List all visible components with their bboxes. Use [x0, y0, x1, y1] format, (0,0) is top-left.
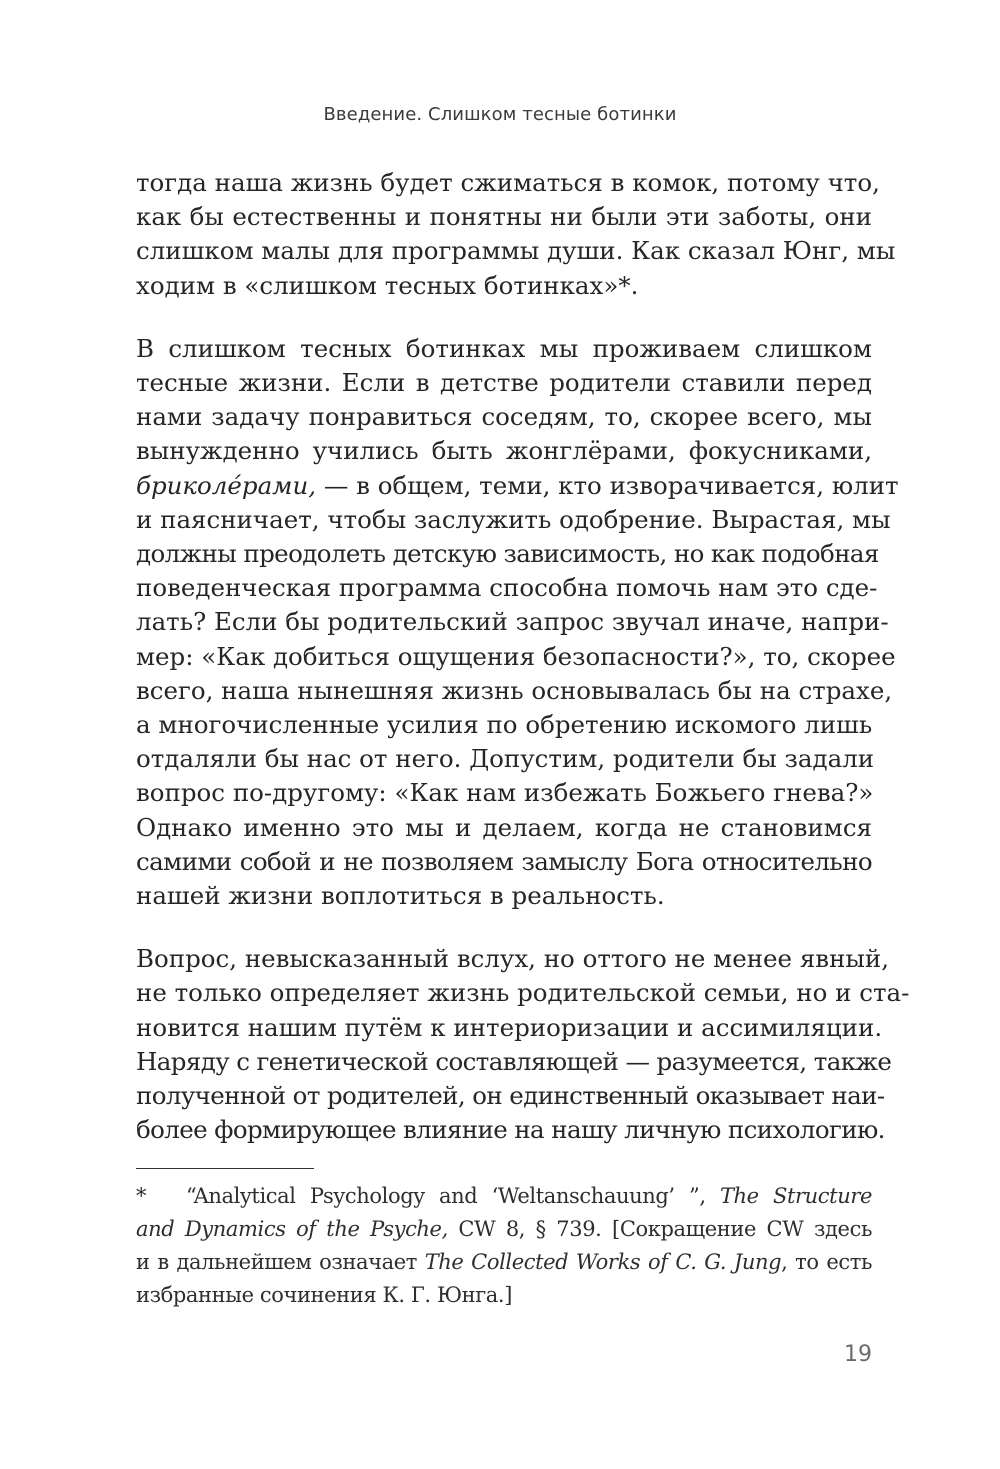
text-fragment: — в общем, теми, кто изворачивается, юлит: [316, 470, 899, 500]
text-line: Вопрос, невысказанный вслух, но оттого не менее явный,: [136, 944, 890, 974]
text-line: слишком малы для программы души. Как сказал Юнг, мы: [136, 236, 896, 266]
text-fragment: , то есть: [781, 1250, 872, 1274]
text-line: Наряду с генетической составляющей — разумеется, также: [136, 1046, 892, 1076]
text-fragment: “Analytical Psychology and ‘Weltanschauung’ ”,: [186, 1184, 720, 1208]
footnote: [136, 1180, 872, 1312]
text-line: полученной от родителей, он единственный оказывает наи-: [136, 1081, 885, 1111]
page-number: 19: [844, 1342, 872, 1367]
italic-title: The Collected Works of C. G. Jung: [424, 1250, 782, 1274]
text-line: нашей жизни воплотиться в реальность.: [136, 881, 665, 911]
text-line: новится нашим путём к интериоризации и ассимиляции.: [136, 1012, 883, 1042]
italic-title: and Dynamics of the Psyche,: [136, 1217, 448, 1241]
text-line: и паясничает, чтобы заслужить одобрение. Вырастая, мы: [136, 504, 891, 534]
text-fragment: CW 8, § 739. [Сокращение CW здесь: [447, 1217, 872, 1241]
footnote-line: [136, 1213, 872, 1246]
footnote-line: [136, 1246, 872, 1279]
running-header: Введение. Слишком тесные ботинки: [323, 104, 677, 125]
text-line: Однако именно это мы и делаем, когда не становимся: [136, 812, 872, 842]
text-line: ходим в «слишком тесных ботинках»*.: [136, 270, 639, 300]
text-line: не только определяет жизнь родительской семьи, но и ста-: [136, 978, 910, 1008]
footnote-line: [136, 1180, 872, 1213]
paragraph-2: [136, 332, 899, 913]
text-line-mixed: [136, 469, 899, 503]
text-line: вынужденно учились быть жонглёрами, фокусниками,: [136, 436, 872, 466]
text-line: более формирующее влияние на нашу личную психологию.: [136, 1115, 885, 1145]
text-line: самими собой и не позволяем замыслу Бога относительно: [136, 846, 872, 876]
italic-title: The Structure: [719, 1184, 872, 1208]
footnote-divider: [136, 1168, 314, 1169]
text-line: тесные жизни. Если в детстве родители ставили перед: [136, 368, 872, 398]
text-line: всего, наша нынешняя жизнь основывалась бы на страхе,: [136, 675, 893, 705]
text-line: как бы естественны и понятны ни были эти заботы, они: [136, 202, 872, 232]
text-line: мер: «Как добиться ощущения безопасности?», то, скорее: [136, 641, 896, 671]
footnote-marker: *: [136, 1184, 147, 1208]
footnote-line: избранные сочинения К. Г. Юнга.]: [136, 1283, 512, 1307]
text-line: должны преодолеть детскую зависимость, но как подобная: [136, 539, 879, 569]
text-line: поведенческая программа способна помочь нам это сде-: [136, 573, 878, 603]
text-line: а многочисленные усилия по обретению искомого лишь: [136, 710, 873, 740]
paragraph-1: [136, 166, 896, 303]
text-line: тогда наша жизнь будет сжиматься в комок, потому что,: [136, 168, 880, 197]
text-line: В слишком тесных ботинках мы проживаем слишком: [136, 333, 872, 363]
main-text: [136, 166, 910, 1176]
text-line: нами задачу понравиться соседям, то, скорее всего, мы: [136, 402, 872, 432]
italic-term: бриколе́рами,: [136, 470, 317, 500]
paragraph-3: [136, 942, 910, 1147]
text-line: вопрос по-другому: «Как нам избежать Божьего гнева?»: [136, 778, 874, 808]
text-line: лать? Если бы родительский запрос звучал иначе, напри-: [136, 607, 889, 637]
text-line: отдаляли бы нас от него. Допустим, родители бы задали: [136, 744, 875, 774]
text-fragment: и в дальнейшем означает: [136, 1250, 425, 1274]
